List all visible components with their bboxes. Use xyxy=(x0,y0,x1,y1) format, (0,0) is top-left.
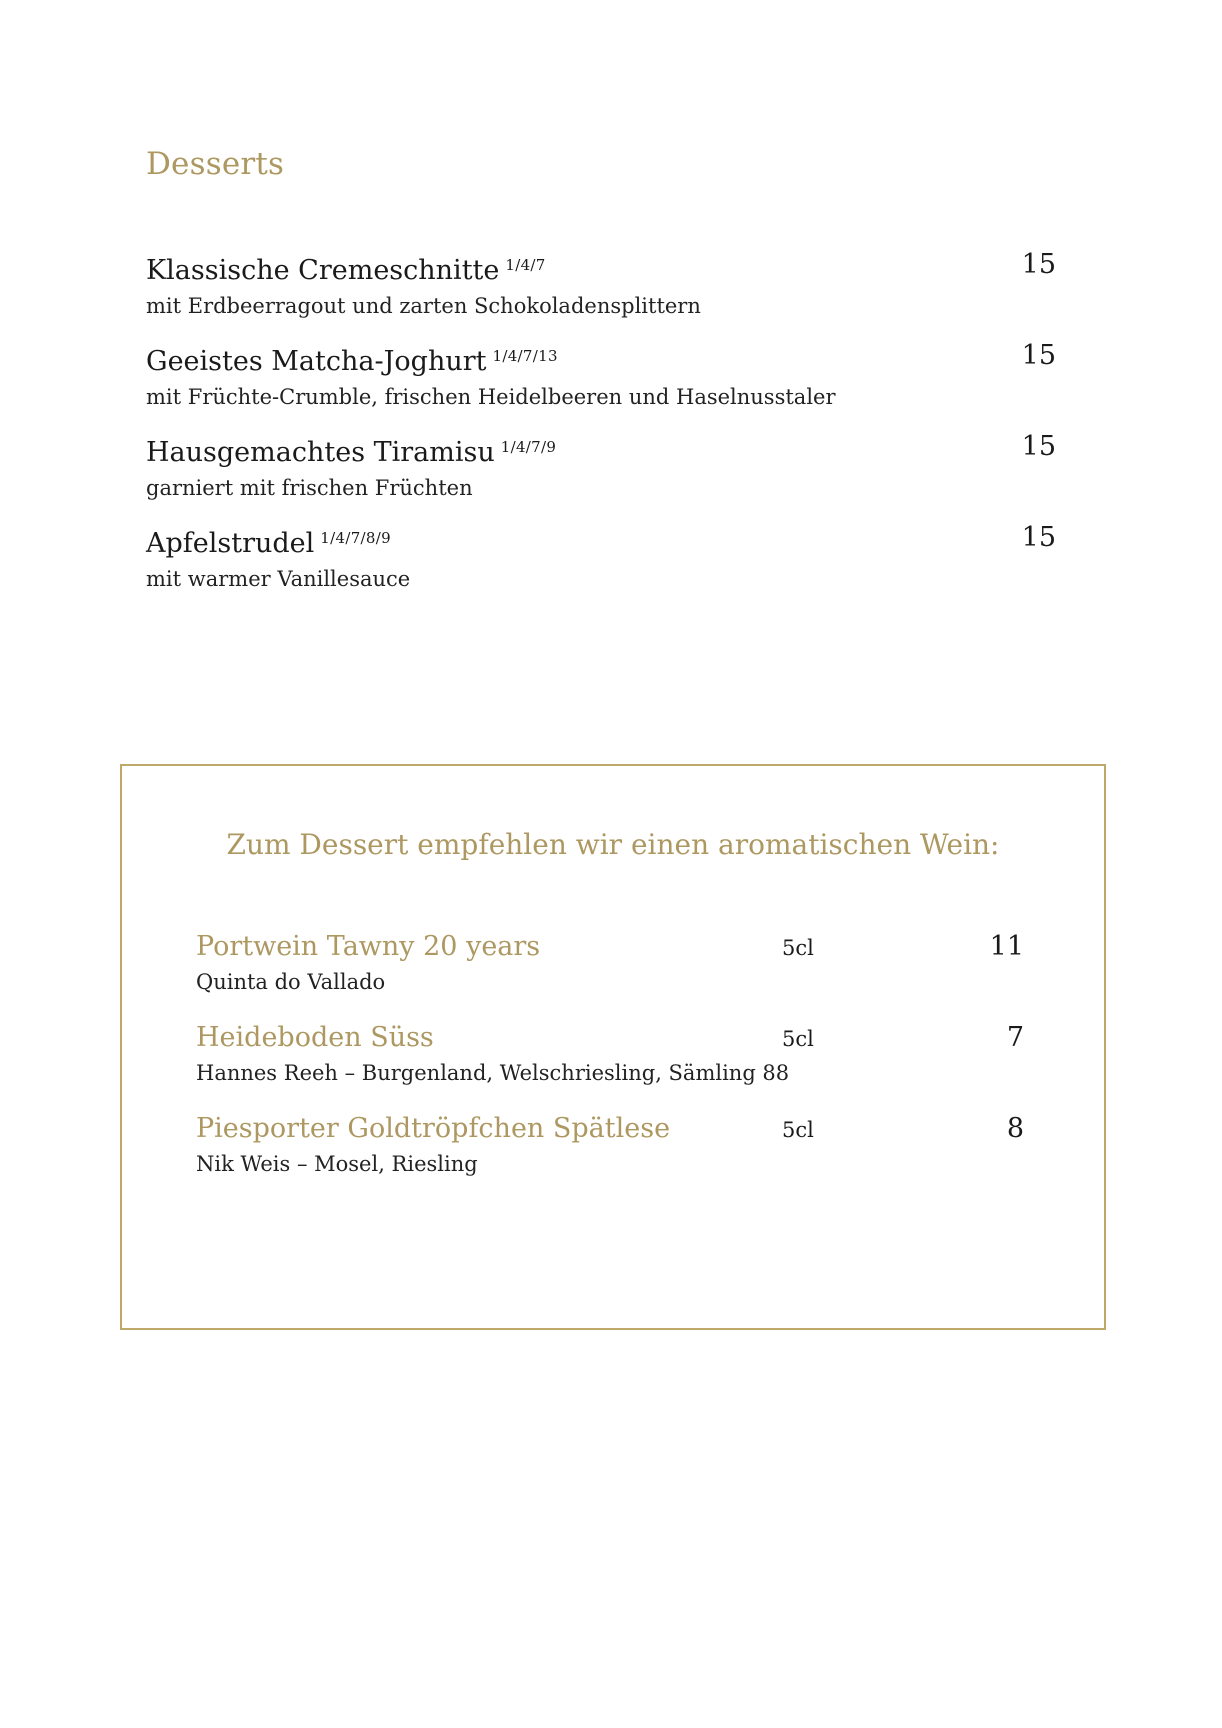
wine-volume: 5cl xyxy=(782,1118,814,1142)
wine-name: Portwein Tawny 20 years xyxy=(196,931,541,962)
wine-price: 7 xyxy=(1006,1022,1024,1053)
wine-list xyxy=(196,930,1036,1203)
dessert-price: 15 xyxy=(1021,340,1056,371)
dessert-name: Geeistes Matcha-Joghurt $^{1/4/7/13}$ xyxy=(146,346,558,377)
section-title: Desserts xyxy=(146,146,285,182)
wine-price: 8 xyxy=(1006,1113,1024,1144)
wine-item xyxy=(196,1021,1036,1112)
wine-item xyxy=(196,1112,1036,1203)
dessert-price: 15 xyxy=(1021,431,1056,462)
allergen-codes: 1/4/7/9 xyxy=(500,438,557,456)
wine-item xyxy=(196,930,1036,1021)
dessert-item xyxy=(146,248,1056,339)
dessert-price: 15 xyxy=(1021,249,1056,280)
wine-producer: Hannes Reeh – Burgenland, Welschriesling, Sämling 88 xyxy=(196,1061,790,1085)
dessert-name: Apfelstrudel $^{1/4/7/8/9}$ xyxy=(146,528,391,559)
wine-price: 11 xyxy=(989,931,1024,962)
dessert-description: mit warmer Vanillesauce xyxy=(146,567,411,591)
wine-volume: 5cl xyxy=(782,936,814,960)
dessert-name: Klassische Cremeschnitte $^{1/4/7}$ xyxy=(146,255,546,286)
allergen-codes: 1/4/7/13 xyxy=(492,347,558,365)
dessert-item xyxy=(146,430,1056,521)
wine-recommendation-box xyxy=(120,764,1106,1330)
wine-name: Piesporter Goldtröpfchen Spätlese xyxy=(196,1113,671,1144)
dessert-price: 15 xyxy=(1021,522,1056,553)
dessert-name: Hausgemachtes Tiramisu $^{1/4/7/9}$ xyxy=(146,437,557,468)
dessert-description: mit Erdbeerragout und zarten Schokoladensplittern xyxy=(146,294,701,318)
dessert-description: mit Früchte-Crumble, frischen Heidelbeeren und Haselnusstaler xyxy=(146,385,836,409)
wine-recommendation-heading: Zum Dessert empfehlen wir einen aromatischen Wein: xyxy=(226,828,1000,861)
wine-producer: Nik Weis – Mosel, Riesling xyxy=(196,1152,478,1176)
wine-producer: Quinta do Vallado xyxy=(196,970,386,994)
dessert-item xyxy=(146,339,1056,430)
allergen-codes: 1/4/7/8/9 xyxy=(320,529,391,547)
allergen-codes: 1/4/7 xyxy=(505,256,546,274)
dessert-description: garniert mit frischen Früchten xyxy=(146,476,473,500)
wine-volume: 5cl xyxy=(782,1027,814,1051)
dessert-list xyxy=(146,248,1056,612)
dessert-item xyxy=(146,521,1056,612)
wine-name: Heideboden Süss xyxy=(196,1022,434,1053)
